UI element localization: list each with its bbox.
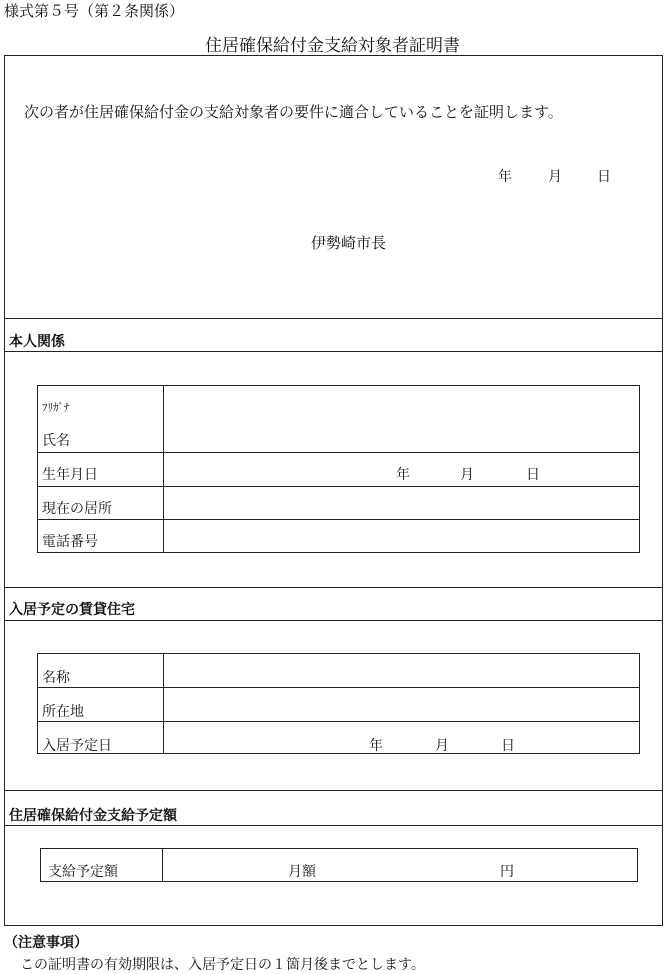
column-divider — [163, 654, 164, 753]
certification-statement: 次の者が住居確保給付金の支給対象者の要件に適合していることを証明します。 — [24, 103, 563, 121]
section-divider — [4, 790, 663, 791]
row-divider — [38, 486, 639, 487]
section-heading-person: 本人関係 — [9, 334, 65, 350]
phone-label: 電話番号 — [42, 534, 98, 550]
housing-name-label: 名称 — [42, 670, 70, 686]
person-table — [37, 385, 640, 553]
payment-table — [40, 848, 638, 882]
section-heading-payment: 住居確保給付金支給予定額 — [9, 808, 177, 824]
section-divider — [4, 825, 663, 826]
row-divider — [38, 452, 639, 453]
row-divider — [38, 519, 639, 520]
issue-date-day: 日 — [597, 169, 611, 185]
move-in-year-unit: 年 — [369, 738, 383, 754]
page-title: 住居確保給付金支給対象者証明書 — [205, 36, 460, 56]
payment-amount-label: 支給予定額 — [48, 864, 118, 880]
section-divider — [4, 620, 663, 621]
move-in-date-label: 入居予定日 — [42, 738, 112, 754]
form-number: 様式第５号（第２条関係） — [4, 2, 185, 20]
furigana-label: ﾌﾘｶﾞﾅ — [42, 401, 70, 414]
birthdate-day-unit: 日 — [526, 467, 540, 483]
row-divider — [38, 687, 639, 688]
section-heading-housing: 入居予定の賃貸住宅 — [9, 602, 135, 618]
row-divider — [38, 721, 639, 722]
notes-heading: （注意事項） — [4, 935, 88, 951]
housing-table — [37, 653, 640, 754]
column-divider — [162, 849, 163, 881]
move-in-month-unit: 月 — [435, 738, 449, 754]
birthdate-label: 生年月日 — [42, 467, 98, 483]
move-in-day-unit: 日 — [501, 738, 515, 754]
birthdate-year-unit: 年 — [396, 467, 410, 483]
column-divider — [163, 386, 164, 552]
currency-unit: 円 — [500, 864, 514, 880]
birthdate-month-unit: 月 — [460, 467, 474, 483]
housing-location-label: 所在地 — [42, 704, 84, 720]
section-divider — [4, 318, 663, 319]
section-divider — [4, 351, 663, 352]
name-label: 氏名 — [42, 433, 70, 449]
monthly-amount-label: 月額 — [288, 864, 316, 880]
section-divider — [4, 587, 663, 588]
issuer-name: 伊勢崎市長 — [311, 234, 387, 252]
issue-date-year: 年 — [498, 169, 512, 185]
notes-text: この証明書の有効期限は、入居予定日の１箇月後までとします。 — [20, 957, 425, 973]
address-label: 現在の居所 — [42, 501, 112, 517]
issue-date-month: 月 — [548, 169, 562, 185]
